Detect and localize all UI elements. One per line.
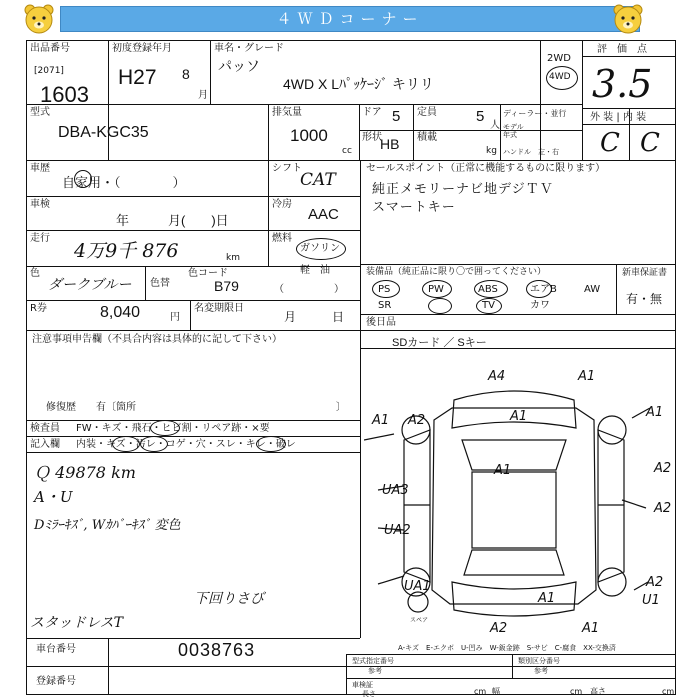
damage-mark: A2 [408,413,426,428]
fuel-diesel: 軽 油 [300,265,330,276]
month-unit: 月 [198,90,208,101]
yen-unit: 円 [170,312,180,323]
cert-label: 車検証 [352,681,373,689]
registration-label: 登録番号 [36,676,76,687]
inspection: 年 月( )日 [116,213,229,228]
mileage-label: 走行 [30,233,50,244]
notes-label: 注意事項申告欄（不具合内容は具体的に記して下さい） [32,334,282,345]
rear-window [464,550,564,575]
color: ダークブルー [48,277,132,293]
entry-label: 記入欄 [30,439,60,450]
wheel-rear-right [598,568,626,596]
inspector-label: 検査員 [30,423,60,434]
handle-label: ハンドル 左・右 [503,148,559,156]
wheel-front-right [598,416,626,444]
car-damage-diagram [364,360,676,640]
first-reg-label: 初度登録年月 [112,43,172,54]
damage-legend: A-キズ E-エクボ U-凹み W-鈑金跡 S-サビ C-腐食 XX-交換済 [398,644,616,652]
doors-label: ドア [362,107,382,118]
chassis-number: 0038763 [178,640,256,660]
damage-mark: A1 [494,463,512,478]
cc-unit: cc [342,146,352,156]
windshield [462,440,566,470]
equip-leather: カワ [530,300,550,311]
equip-pw: PW [428,284,444,295]
ref-label: 参考 [534,667,548,675]
aircon: AAC [308,206,339,223]
model-code: DBA-KGC35 [58,124,149,141]
repair-bracket: 〕 [336,402,346,413]
roof [472,472,556,548]
car-name: パッソ [218,58,260,74]
inspection-label: 車検 [30,199,50,210]
new-warranty: 有・無 [626,292,663,306]
history-label: 車歴 [30,163,50,174]
cm-unit: cm [662,687,675,696]
shift-label: シフト [272,163,302,174]
page-title: ４ＷＤコーナー [60,6,640,32]
doors: 5 [392,108,401,125]
equip-abs: ABS [478,284,498,295]
damage-mark: A1 [578,369,596,384]
damage-mark: A1 [372,413,390,428]
dealer-label: ディーラー・並行 [503,109,567,118]
car-rear-outline [452,582,576,616]
interior-grade: C [640,128,660,158]
damage-mark: A2 [654,501,672,516]
handwritten-mirror-note: Dﾐﾗｰｷｽﾞ, Wｶﾊﾞｰｷｽﾞ 変色 [34,518,181,533]
person-unit: 人 [490,120,500,131]
drive-4wd-circled: 4WD [549,72,571,82]
width-label: 幅 [492,687,500,696]
score-value: 3.5 [592,62,653,106]
tax-label: 名変期限日 [194,303,244,314]
kg-unit: kg [486,146,497,156]
first-reg-month: 8 [182,66,190,82]
recycle-fee: 8,040 [100,304,141,321]
score-label: 評 価 点 [597,44,647,55]
sales-point-1: 純正メモリーナビ地デジＴＶ [372,181,554,196]
handwritten-mileage: Ｑ 49878 km [34,463,136,482]
type-label: 型式 [30,107,50,118]
cm-unit: cm [570,687,583,696]
bear-mascot-icon [611,2,645,36]
ref-label: 参考 [368,667,382,675]
handwritten-underbody-rust: 下回りさび [194,591,264,607]
damage-mark: A2 [490,621,508,636]
damage-mark: A1 [510,409,528,424]
history: 自家用・（ ） [62,175,186,190]
recycle-label: R券 [30,303,47,314]
type-designation-label: 型式指定番号 [352,657,394,665]
capacity: 5 [476,108,485,125]
color-change-label: 色替 [150,278,170,289]
sales-point-label: セールスポイント（正常に機能するものに限ります） [366,163,606,174]
equip-airbag: エアB [530,284,557,295]
height-label: 高さ [590,687,606,696]
km-unit: km [226,253,240,263]
handwritten-studless: スタッドレスT [30,615,123,631]
handwritten-au: A・U [34,488,73,506]
exterior-grade: C [600,128,620,158]
damage-mark: U1 [642,593,660,608]
damage-mark: A1 [538,591,556,606]
after-items-label: 後日品 [366,317,396,328]
tax-date: 月 日 [284,310,345,324]
capacity-label: 定員 [417,107,437,118]
load-label: 積載 [417,132,437,143]
color-code-label: 色コード [188,268,228,279]
after-items: SDカード ／ Sキー [392,337,487,349]
class-number-label: 類別区分番号 [518,657,560,665]
chassis-label: 車台番号 [36,644,76,655]
displacement: 1000 [290,126,328,145]
equip-ps: PS [378,284,391,295]
damage-mark: A1 [646,405,664,420]
lot-number: 1603 [40,82,89,107]
damage-mark: A1 [582,621,600,636]
damage-mark: A4 [488,369,506,384]
shift: CAT [300,170,336,190]
fuel-gasoline: ガソリン [300,243,340,254]
color-label: 色 [30,268,40,279]
length-label: 長さ [362,690,376,698]
repair-history-label: 修復歴 有〔箇所 [46,402,136,413]
cm-unit: cm [474,687,487,696]
first-reg-year: H27 [118,66,157,89]
fuel-other: （ ） [274,284,344,295]
equip-sr: SR [378,300,392,311]
damage-mark: UA3 [382,483,409,498]
equip-aw: AW [584,284,601,295]
ext-int-label: 外 装 | 内 装 [590,112,647,123]
displacement-label: 排気量 [272,107,302,118]
spare-label: スペア [410,617,429,624]
damage-mark: A2 [654,461,672,476]
inspector-items: FW・キズ・飛石・ヒビ割・リペア跡・×要 [76,423,270,434]
new-warranty-label: 新車保証書 [622,268,668,278]
sales-point-2: スマートキー [372,199,456,214]
grade: 4WD X Lﾊﾟｯｹｰｼﾞ キリリ [283,76,434,92]
left-side-panel [404,430,430,582]
mileage: 4万9千 876 [74,240,179,262]
right-side-panel [598,430,624,582]
drive-2wd: 2WD [547,53,571,64]
damage-mark: UA1 [404,579,431,594]
entry-items: 内装・キズ・汚レ・コゲ・穴・スレ・キレ・破レ [76,439,296,450]
equip-tv: TV [482,300,495,311]
fuel-label: 燃料 [272,233,292,244]
lot-number-label: 出品番号 [30,43,70,54]
damage-mark: UA2 [384,523,411,538]
shape: HB [380,136,400,152]
bear-mascot-icon [22,2,56,36]
spare-tire [408,592,428,612]
lot-small-code: [2071] [34,66,64,76]
aircon-label: 冷房 [272,199,292,210]
damage-mark: A2 [646,575,664,590]
shape-label: 形状 [362,132,382,143]
color-code: B79 [214,278,239,294]
equipment-label: 装備品（純正品に限り〇で囲ってください） [366,267,547,277]
model-year-label: モデル 年式 [503,123,524,139]
model-grade-label: 車名・グレード [214,43,284,54]
